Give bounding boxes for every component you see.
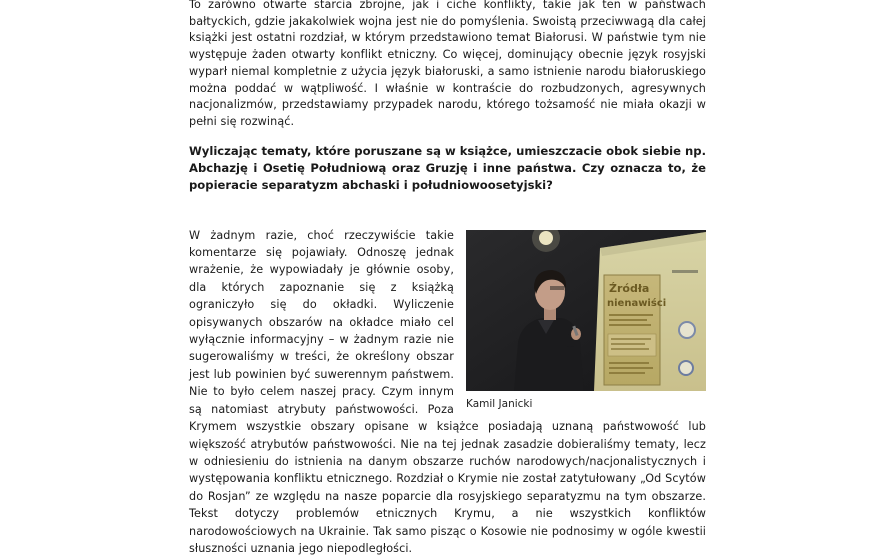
article — [189, 0, 706, 557]
photo-figure — [466, 230, 706, 411]
interview-answer — [189, 227, 706, 557]
speaker-photo — [466, 230, 706, 391]
screen-book-title-2: nienawiści — [607, 297, 667, 309]
answer-text: W żadnym razie, choć rzeczywiście takie komentarze się pojawiały. Odnoszę jednak wrażenie, że wypowiadały je głównie osoby, dla których zapoznanie się z książką ograniczyło się do okładki. Wyliczenie opisywanych obszarów na okładce miało cel wyłącznie informacyjny – w żadnym razie nie sugerowaliśmy w treści, że określony obszar jest lub powinien być suwerennym państwem. Nie to było celem naszej pracy. Czym innym są natomiast atrybuty państwowości. Poza Krymem wszystkie obszary opisane w książce posiadają uznaną państwowość lub większość atrybutów państwowości. Nie na tej jednak zasadzie dobieraliśmy tematy, lecz w odniesieniu do istnienia na danym obszarze ruchów narodowych/nacjonalistycznych i występowania konfliktu etnicznego. Rozdział o Krymie nie został zatytułowany „Od Scytów do Rosjan” ze względu na nasze poparcie dla rosyjskiego separatyzmu na tym obszarze. Tekst dotyczy problemów etnicznych Krymu, a nie wszystkich konfliktów narodowościowych na Ukrainie. Tak samo pisząc o Kosowie nie podnosimy w ogóle kwestii słuszności uznania jego niepodległości. — [189, 228, 706, 555]
interview-question: Wyliczając tematy, które poruszane są w książce, umieszczacie obok siebie np. Abchazję i Osetię Południową oraz Gruzję i inne państwa. Czy oznacza to, że popieracie separatyzm abchaski i południowoosetyjski? — [189, 143, 706, 192]
photo-caption: Kamil Janicki — [466, 397, 533, 410]
article-paragraph: To zarówno otwarte starcia zbrojne, jak i ciche konflikty, takie jak ten w państwach bałtyckich, gdzie jakakolwiek wojna jest nie do pomyślenia. Swoistą przeciwwagą dla całej książki jest ostatni rozdział, w którym przedstawiono temat Białorusi. W państwie tym nie występuje żaden otwarty konflikt etniczny. Co więcej, dominujący obecnie język rosyjski wyparł niemal kompletnie z użycia język białoruski, a samo istnienie narodu białoruskiego można poddać w wątpliwość. I właśnie w kontraście do rozbudzonych, agresywnych nacjonalizmów, przedstawiamy przypadek narodu, którego tożsamość nie miała okazji w pełni się rozwinąć. — [189, 0, 706, 128]
screen-book-title-1: Źródła — [609, 281, 650, 295]
